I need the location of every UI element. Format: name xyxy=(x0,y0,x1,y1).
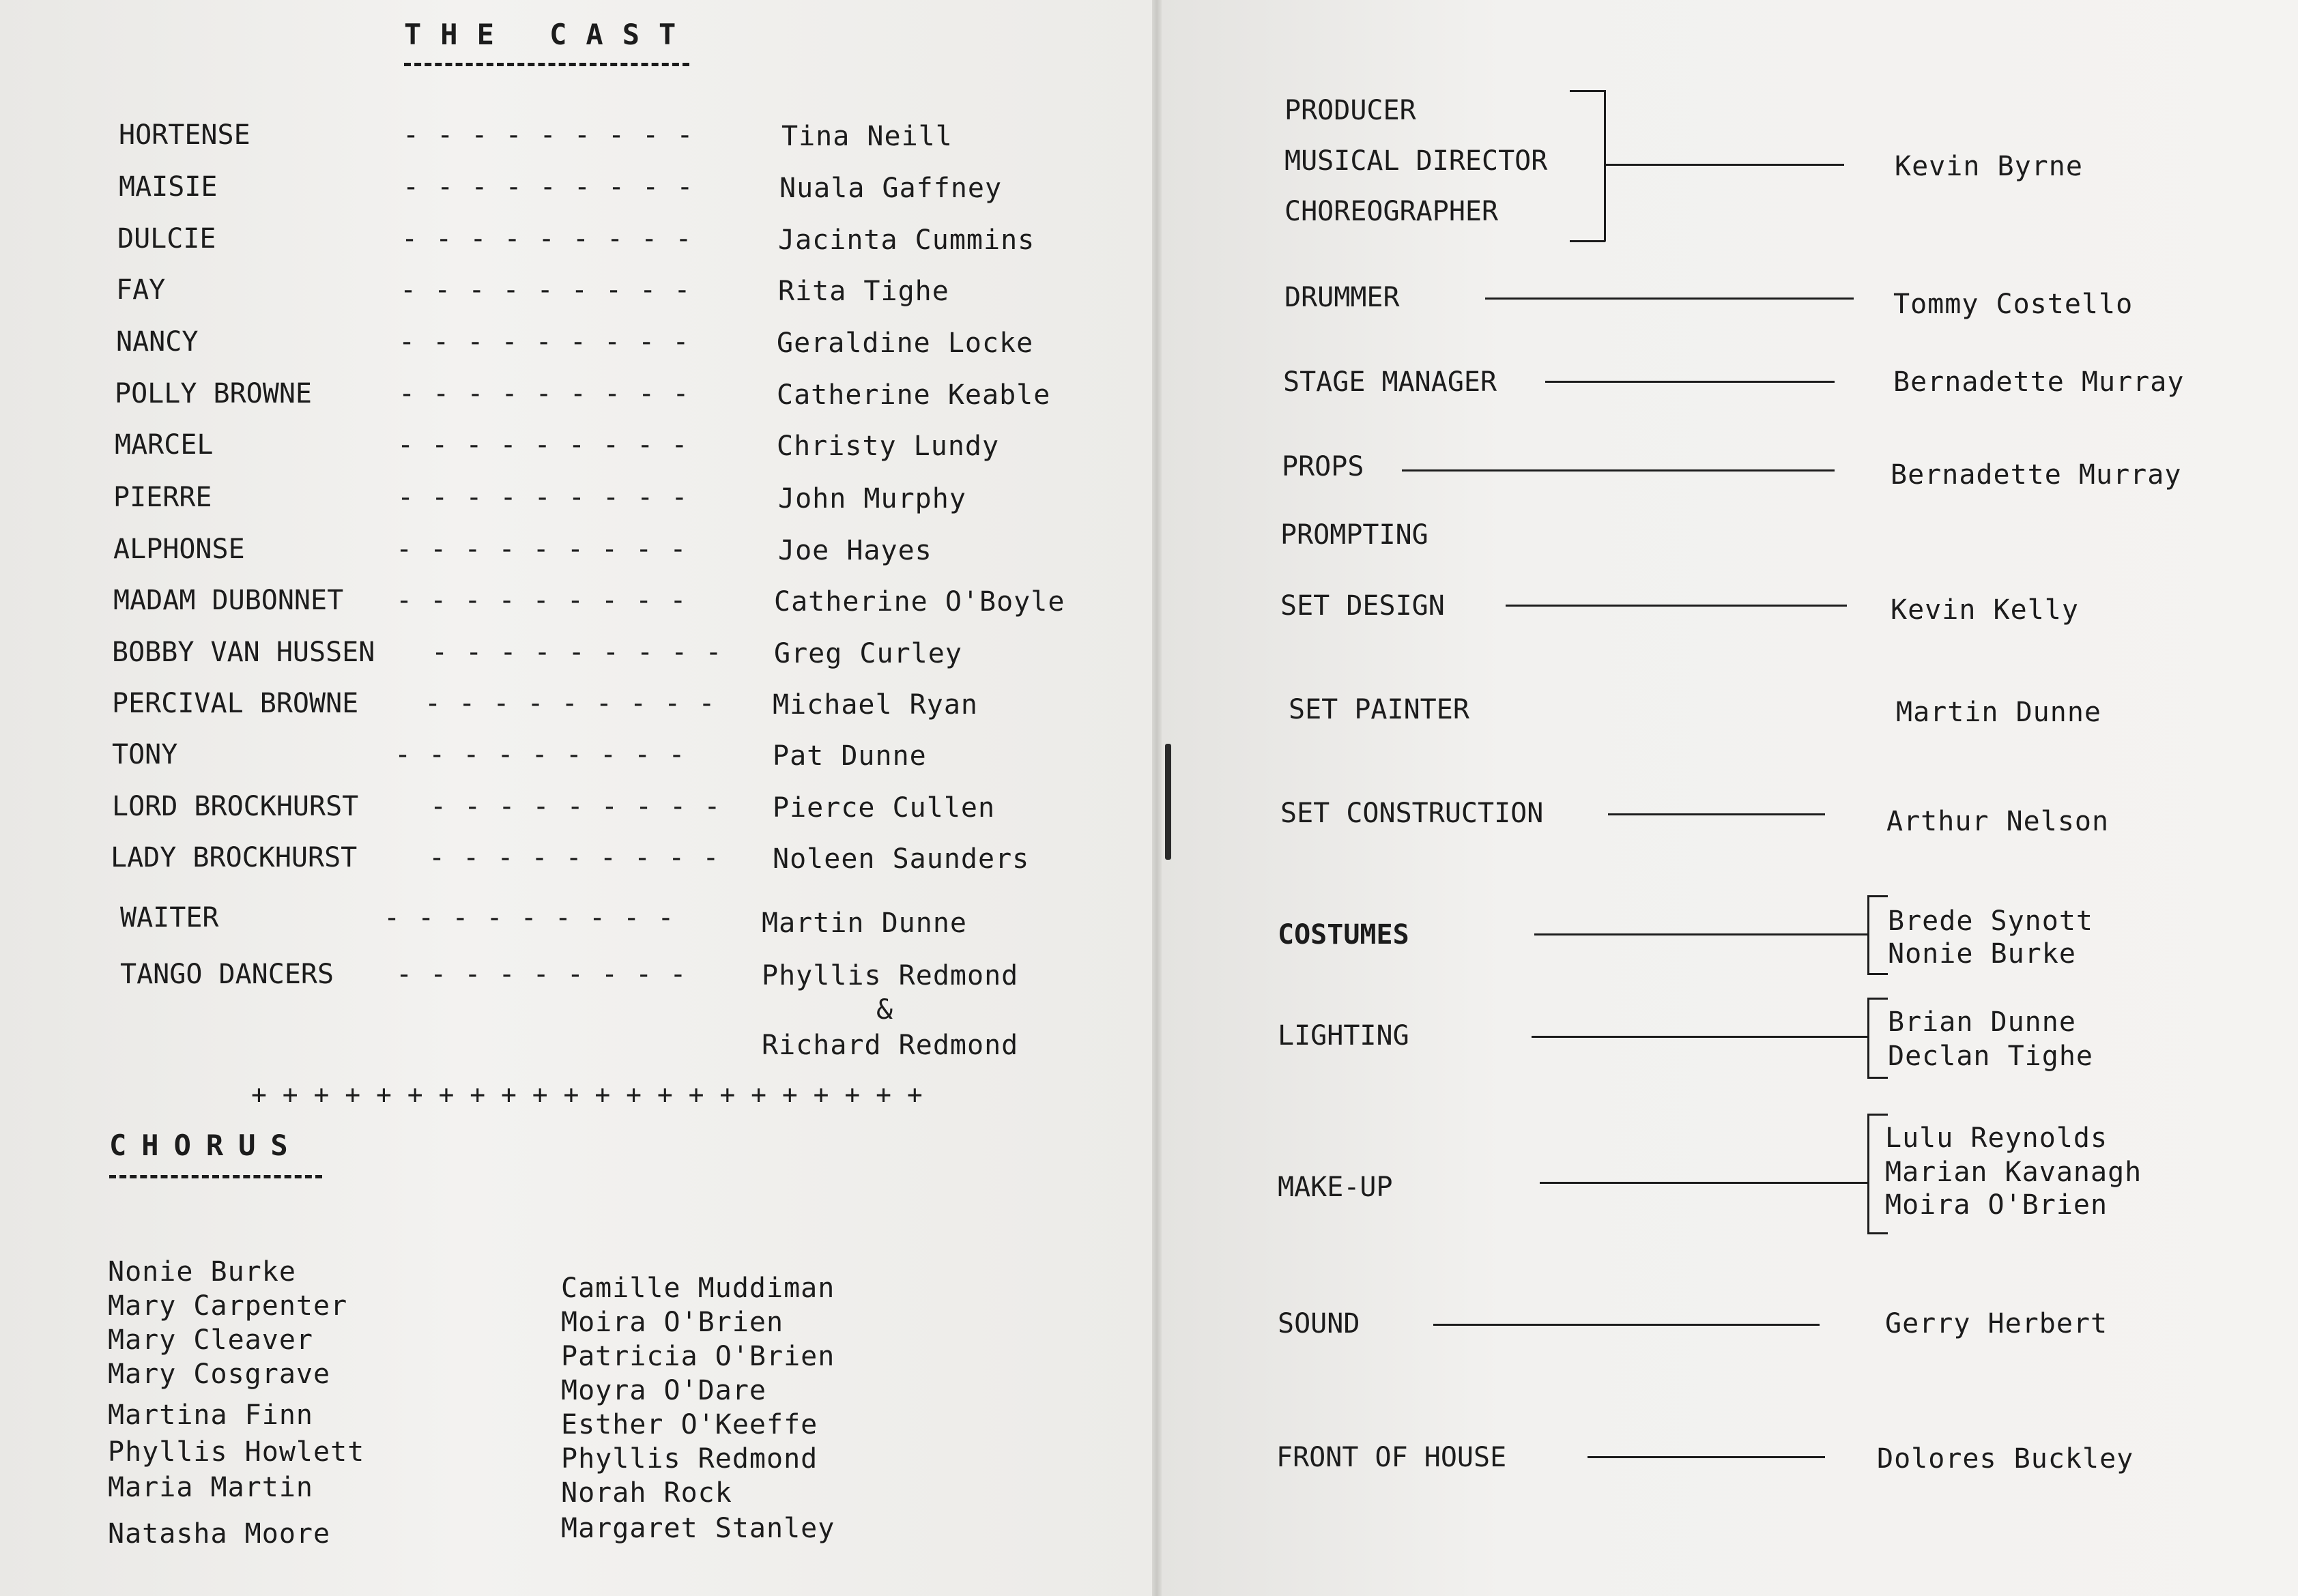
connector-line xyxy=(1540,1182,1867,1184)
chorus-heading: CHORUS xyxy=(109,1129,303,1162)
actor-name: Rita Tighe xyxy=(778,276,949,307)
actor-name: Joe Hayes xyxy=(778,535,932,566)
crew-name: Kevin Kelly xyxy=(1891,594,2079,626)
page-fold xyxy=(1152,0,1162,1596)
chorus-member: Phyllis Howlett xyxy=(108,1436,365,1468)
leader-dashes: - - - - - - - - - xyxy=(396,959,687,990)
crew-name: Bernadette Murray xyxy=(1891,459,2182,491)
actor-name: Jacinta Cummins xyxy=(778,224,1035,256)
crew-role: STAGE MANAGER xyxy=(1283,366,1497,398)
connector-line xyxy=(1433,1324,1820,1326)
crew-role: COSTUMES xyxy=(1278,919,1409,951)
role-label: HORTENSE xyxy=(119,119,250,151)
role-label: MADAM DUBONNET xyxy=(113,585,344,616)
role-label: ALPHONSE xyxy=(113,534,245,565)
leader-dashes: - - - - - - - - - xyxy=(431,637,723,668)
crew-name: Arthur Nelson xyxy=(1886,806,2110,837)
leader-dashes: - - - - - - - - - xyxy=(396,534,687,565)
bracket-bottom xyxy=(1867,1077,1888,1079)
crew-name: Declan Tighe xyxy=(1888,1041,2093,1072)
bracket-bottom xyxy=(1867,973,1888,975)
actor-name: Christy Lundy xyxy=(777,431,1000,462)
actor-name: Michael Ryan xyxy=(773,689,978,721)
chorus-member: Esther O'Keeffe xyxy=(561,1409,818,1440)
staple xyxy=(1165,744,1171,860)
chorus-member: Moira O'Brien xyxy=(561,1307,784,1338)
leader-dashes: - - - - - - - - - xyxy=(429,842,720,873)
leader-dashes: - - - - - - - - - xyxy=(430,791,721,822)
crew-name: Brian Dunne xyxy=(1888,1006,2076,1038)
chorus-member: Margaret Stanley xyxy=(561,1513,835,1544)
leader-dashes: - - - - - - - - - xyxy=(396,585,687,616)
crew-name: Tommy Costello xyxy=(1893,289,2134,320)
crew-name: Dolores Buckley xyxy=(1877,1443,2134,1475)
role-label: MAISIE xyxy=(119,171,218,203)
role-label: PERCIVAL BROWNE xyxy=(112,688,359,719)
crew-role: PRODUCER xyxy=(1284,95,1416,126)
crew-role: DRUMMER xyxy=(1284,282,1400,313)
role-label: BOBBY VAN HUSSEN xyxy=(112,637,375,668)
connector-line xyxy=(1605,164,1844,166)
chorus-member: Phyllis Redmond xyxy=(561,1443,818,1475)
crew-role: MUSICAL DIRECTOR xyxy=(1284,145,1548,177)
actor-name: Geraldine Locke xyxy=(777,328,1034,359)
connector-line xyxy=(1588,1456,1825,1458)
crew-role: CHOREOGRAPHER xyxy=(1284,196,1499,227)
chorus-heading-underline xyxy=(109,1175,322,1178)
role-label: NANCY xyxy=(116,326,199,358)
crew-role: FRONT OF HOUSE xyxy=(1276,1442,1507,1473)
role-label: DULCIE xyxy=(117,223,216,255)
connector-line xyxy=(1532,1036,1867,1038)
crew-name: Martin Dunne xyxy=(1896,697,2101,728)
chorus-member: Moyra O'Dare xyxy=(561,1375,766,1406)
actor-name: Greg Curley xyxy=(774,638,962,669)
actor-name: Pierce Cullen xyxy=(773,792,996,824)
chorus-member: Mary Carpenter xyxy=(108,1290,348,1322)
leader-dashes: - - - - - - - - - xyxy=(403,171,694,203)
crew-name: Bernadette Murray xyxy=(1893,366,2185,398)
bracket-vertical xyxy=(1867,895,1869,974)
actor-name: Pat Dunne xyxy=(773,740,927,772)
chorus-member: Natasha Moore xyxy=(108,1518,331,1550)
crew-role: SET CONSTRUCTION xyxy=(1280,798,1544,829)
actor-name: Richard Redmond xyxy=(762,1030,1019,1061)
actor-name: Catherine O'Boyle xyxy=(774,586,1065,618)
role-label: WAITER xyxy=(120,902,219,933)
crew-name: Kevin Byrne xyxy=(1895,151,2083,182)
actor-name: Phyllis Redmond xyxy=(762,960,1019,991)
chorus-member: Camille Muddiman xyxy=(561,1273,835,1304)
role-label: MARCEL xyxy=(115,429,214,461)
connector-line xyxy=(1506,605,1847,607)
role-label: POLLY BROWNE xyxy=(115,378,312,409)
leader-dashes: - - - - - - - - - xyxy=(397,429,689,461)
connector-line xyxy=(1608,813,1825,815)
chorus-member: Martina Finn xyxy=(108,1399,313,1431)
crew-role: PROMPTING xyxy=(1280,519,1428,551)
role-label: TANGO DANCERS xyxy=(120,959,334,990)
crew-name: Marian Kavanagh xyxy=(1885,1157,2142,1188)
leader-dashes: - - - - - - - - - xyxy=(399,326,690,358)
role-label: PIERRE xyxy=(113,482,212,513)
chorus-member: Mary Cosgrave xyxy=(108,1359,331,1390)
role-label: LORD BROCKHURST xyxy=(112,791,359,822)
chorus-member: Maria Martin xyxy=(108,1472,313,1503)
crew-role: MAKE-UP xyxy=(1278,1172,1393,1203)
role-label: FAY xyxy=(116,274,166,306)
connector-line xyxy=(1545,381,1835,383)
bracket-bottom xyxy=(1570,240,1605,242)
role-label: TONY xyxy=(112,739,178,770)
bracket-vertical xyxy=(1867,998,1869,1078)
leader-dashes: - - - - - - - - - xyxy=(399,378,690,409)
tango-ampersand: & xyxy=(876,994,894,1026)
crew-role: PROPS xyxy=(1282,451,1364,482)
leader-dashes: - - - - - - - - - xyxy=(425,688,716,719)
bracket-top xyxy=(1867,1114,1888,1116)
actor-name: Nuala Gaffney xyxy=(779,173,1003,204)
actor-name: Tina Neill xyxy=(781,121,953,152)
actor-name: Martin Dunne xyxy=(762,908,967,939)
role-label: LADY BROCKHURST xyxy=(111,842,358,873)
crew-role: LIGHTING xyxy=(1278,1020,1409,1051)
actor-name: John Murphy xyxy=(778,483,966,514)
bracket-bottom xyxy=(1867,1232,1888,1234)
actor-name: Noleen Saunders xyxy=(773,843,1030,875)
crew-role: SET DESIGN xyxy=(1280,590,1445,622)
leader-dashes: - - - - - - - - - xyxy=(397,482,689,513)
crew-name: Gerry Herbert xyxy=(1885,1308,2108,1339)
crew-name: Nonie Burke xyxy=(1888,938,2076,970)
crew-name: Brede Synott xyxy=(1888,905,2093,937)
leader-dashes: - - - - - - - - - xyxy=(400,274,691,306)
crew-name: Lulu Reynolds xyxy=(1885,1122,2108,1154)
leader-dashes: - - - - - - - - - xyxy=(384,902,675,933)
bracket-top xyxy=(1867,998,1888,1000)
bracket-top xyxy=(1867,895,1888,897)
connector-line xyxy=(1534,933,1867,935)
actor-name: Catherine Keable xyxy=(777,379,1051,411)
chorus-member: Patricia O'Brien xyxy=(561,1341,835,1372)
cast-separator: + + + + + + + + + + + + + + + + + + + + + + xyxy=(251,1079,923,1109)
bracket-vertical xyxy=(1867,1114,1869,1234)
leader-dashes: - - - - - - - - - xyxy=(403,119,694,151)
bracket-vertical xyxy=(1604,90,1606,242)
crew-name: Moira O'Brien xyxy=(1885,1189,2108,1221)
leader-dashes: - - - - - - - - - xyxy=(401,223,693,255)
crew-role: SOUND xyxy=(1278,1308,1360,1339)
crew-role: SET PAINTER xyxy=(1289,694,1469,725)
chorus-member: Nonie Burke xyxy=(108,1256,296,1288)
bracket-top xyxy=(1570,90,1605,92)
chorus-member: Norah Rock xyxy=(561,1477,732,1509)
connector-line xyxy=(1485,298,1854,300)
connector-line xyxy=(1402,469,1835,471)
cast-heading: THE CAST xyxy=(404,18,695,51)
cast-heading-underline xyxy=(404,63,689,66)
leader-dashes: - - - - - - - - - xyxy=(394,739,686,770)
chorus-member: Mary Cleaver xyxy=(108,1324,313,1356)
